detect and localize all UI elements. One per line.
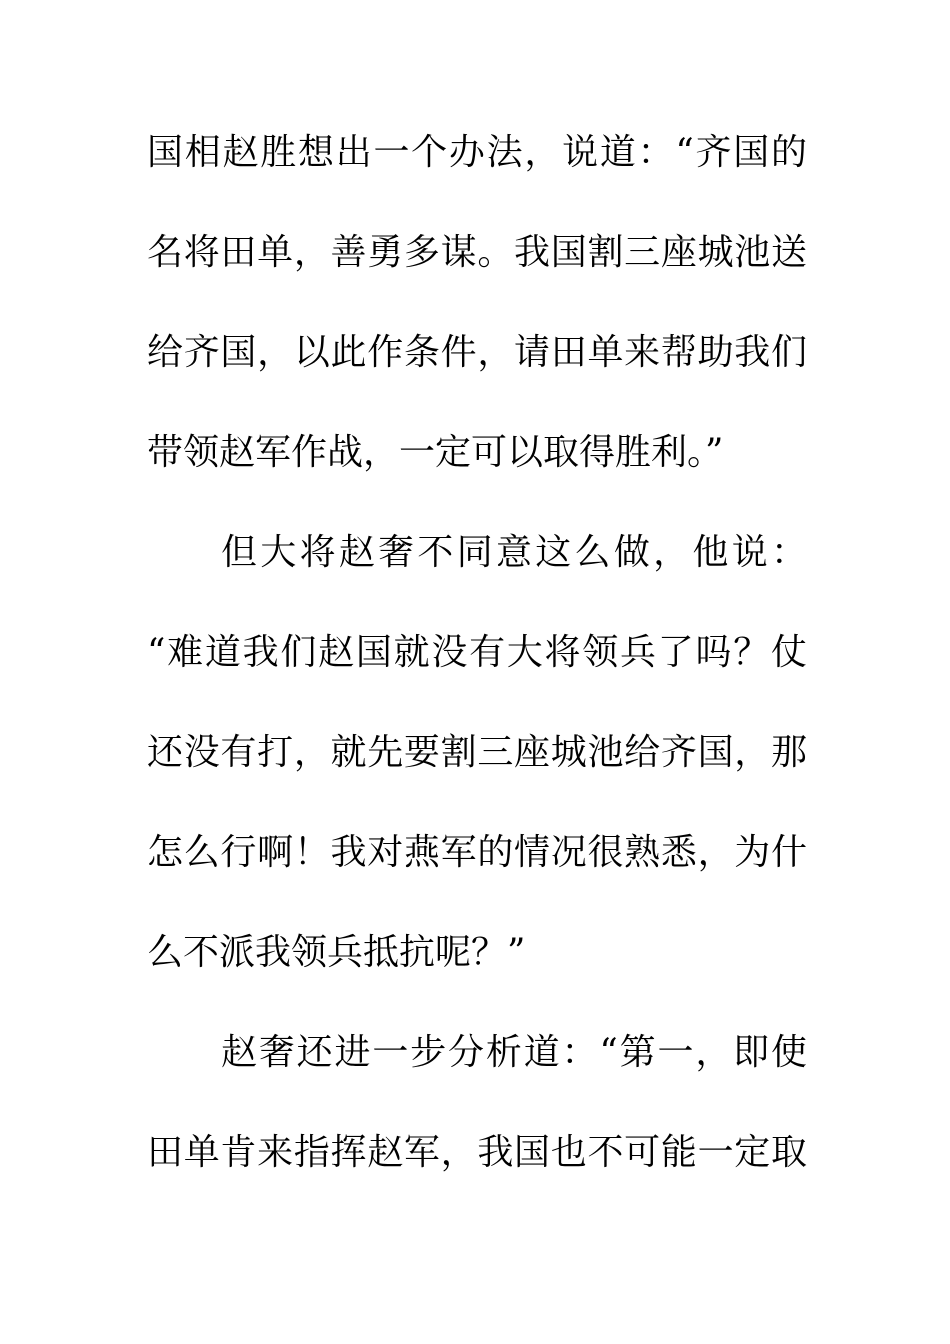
text-line: 带领赵军作战，一定可以取得胜利。”	[147, 432, 724, 473]
paragraph-start-line: 赵奢还进一步分析道：“第一，即使	[221, 1032, 807, 1073]
text-line: 名将田单，善勇多谋。我国割三座城池送	[147, 232, 807, 273]
text-line: 么不派我领兵抵抗呢？”	[147, 932, 526, 973]
text-line: 国相赵胜想出一个办法，说道：“齐国的	[147, 132, 807, 173]
text-line: 还没有打，就先要割三座城池给齐国，那	[147, 732, 807, 773]
paragraph-start-line: 但大将赵奢不同意这么做，他说：	[221, 532, 807, 573]
text-line: 田单肯来指挥赵军，我国也不可能一定取	[147, 1132, 807, 1173]
text-line: 给齐国，以此作条件，请田单来帮助我们	[147, 332, 807, 373]
text-line: “难道我们赵国就没有大将领兵了吗？仗	[147, 632, 807, 673]
text-line: 怎么行啊！我对燕军的情况很熟悉，为什	[147, 832, 807, 873]
